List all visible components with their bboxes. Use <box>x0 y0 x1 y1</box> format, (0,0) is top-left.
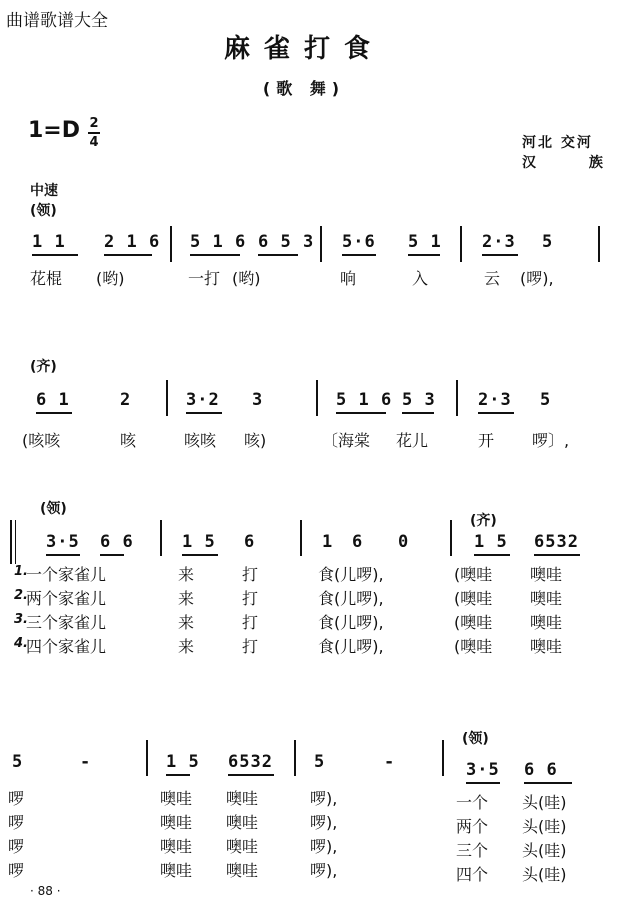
note-group: 1 5 <box>166 752 200 772</box>
time-signature-bottom: 4 <box>89 135 99 150</box>
lyric: 噢哇 <box>160 861 193 880</box>
beat-underline <box>36 412 72 414</box>
song-title: 麻雀打食 <box>223 34 384 64</box>
verse-number: 2. <box>14 588 28 603</box>
note-group: 6 6 <box>100 532 134 552</box>
lyric: (噢哇 <box>454 565 493 584</box>
note-group: 2·3 <box>478 390 512 410</box>
lyric: 噢哇 <box>226 789 259 808</box>
beat-underline <box>46 554 80 556</box>
note-group: 2 1 6 <box>104 232 161 252</box>
note-group: 6532 <box>228 752 273 772</box>
part-label-lead: (领) <box>40 501 67 517</box>
note-group: 5 1 6 <box>190 232 247 252</box>
note-group: 6 <box>244 532 256 552</box>
note-group: - <box>384 752 396 772</box>
note-group: 6 <box>352 532 364 552</box>
note-group: 6 5 3 <box>258 232 315 252</box>
note-group: 0 <box>398 532 410 552</box>
origin-region: 河北 交河 <box>522 135 593 151</box>
note-group: 5 1 <box>408 232 442 252</box>
note-group: 2·3 <box>482 232 516 252</box>
note-group: 5·6 <box>342 232 376 252</box>
lyric: 噢哇 <box>226 837 259 856</box>
barline <box>146 740 148 776</box>
lyric: 啰 <box>8 789 25 808</box>
barline <box>456 380 458 416</box>
note-group: - <box>80 752 92 772</box>
lyric: 食(儿啰), <box>318 589 384 608</box>
lyric: (噢哇 <box>454 637 493 656</box>
repeat-start-thin <box>15 520 16 564</box>
lyric: 来 <box>178 589 195 608</box>
beat-underline <box>228 774 274 776</box>
tempo-marking: 中速 <box>30 183 58 199</box>
lyric: 噢哇 <box>530 589 563 608</box>
lyric: 噢哇 <box>160 813 193 832</box>
beat-underline <box>408 254 440 256</box>
lyric: 入 <box>412 269 429 288</box>
note-group: 5 <box>542 232 554 252</box>
lyric: 食(儿啰), <box>318 613 384 632</box>
note-group: 6532 <box>534 532 579 552</box>
part-label-lead: (领) <box>462 731 489 747</box>
lyric: (哟) <box>96 269 125 288</box>
note-group: 1 5 <box>474 532 508 552</box>
lyric: 打 <box>242 589 259 608</box>
lyric: 〔海棠 <box>322 431 371 450</box>
lyric: 啰 <box>8 861 25 880</box>
lyric: (啰), <box>520 269 554 288</box>
lyric: 头(哇) <box>522 865 567 884</box>
lyric: (咳咳 <box>22 431 61 450</box>
beat-underline <box>186 412 222 414</box>
beat-underline <box>336 412 386 414</box>
lyric: 啰), <box>310 813 338 832</box>
lyric: 两个 <box>456 817 489 836</box>
note-group: 5 3 <box>402 390 436 410</box>
beat-underline <box>104 254 152 256</box>
lyric: 啰 <box>8 813 25 832</box>
lyric: 打 <box>242 565 259 584</box>
lyric: 花棍 <box>30 269 63 288</box>
lyric: 啰), <box>310 789 338 808</box>
beat-underline <box>466 782 500 784</box>
verse-number: 4. <box>14 636 28 651</box>
lyric: (噢哇 <box>454 589 493 608</box>
note-group: 3·5 <box>46 532 80 552</box>
lyric: 咳) <box>244 431 267 450</box>
lyric: 食(儿啰), <box>318 637 384 656</box>
lyric: 头(哇) <box>522 793 567 812</box>
lyric: 咳咳 <box>184 431 217 450</box>
beat-underline <box>166 774 190 776</box>
lyric: 头(哇) <box>522 817 567 836</box>
barline <box>460 226 462 262</box>
barline <box>166 380 168 416</box>
page-number: · 88 · <box>30 884 61 898</box>
song-subtitle: (歌 舞) <box>262 79 346 98</box>
beat-underline <box>474 554 510 556</box>
part-label-all: (齐) <box>470 513 497 529</box>
lyric: 噢哇 <box>160 837 193 856</box>
part-label-all: (齐) <box>30 359 57 375</box>
watermark: 曲谱歌谱大全 <box>6 11 108 31</box>
note-group: 1 1 <box>32 232 66 252</box>
beat-underline <box>182 554 218 556</box>
lyric: 噢哇 <box>530 613 563 632</box>
barline <box>160 520 162 556</box>
beat-underline <box>478 412 514 414</box>
part-label-lead: (领) <box>30 203 57 219</box>
lyric: 噢哇 <box>160 789 193 808</box>
beat-underline <box>100 554 124 556</box>
time-signature <box>88 116 100 150</box>
lyric: 啰 <box>8 837 25 856</box>
lyric: 啰〕, <box>532 431 570 450</box>
beat-underline <box>482 254 518 256</box>
note-group: 5 <box>12 752 24 772</box>
lyric: 打 <box>242 637 259 656</box>
origin-ethnicity: 汉 族 <box>522 155 627 171</box>
lyric: 噢哇 <box>530 565 563 584</box>
note-group: 5 <box>540 390 552 410</box>
barline <box>300 520 302 556</box>
lyric: 响 <box>340 269 357 288</box>
note-group: 3 <box>252 390 264 410</box>
barline <box>450 520 452 556</box>
verse-number: 3. <box>14 612 28 627</box>
lyric: 两个家雀儿 <box>26 589 107 608</box>
barline <box>316 380 318 416</box>
lyric: 噢哇 <box>226 861 259 880</box>
barline <box>598 226 600 262</box>
lyric: 三个家雀儿 <box>26 613 107 632</box>
lyric: 一个家雀儿 <box>26 565 107 584</box>
lyric: 一打 <box>188 269 221 288</box>
lyric: 食(儿啰), <box>318 565 384 584</box>
note-group: 5 <box>314 752 326 772</box>
lyric: 来 <box>178 637 195 656</box>
lyric: 头(哇) <box>522 841 567 860</box>
verse-number: 1. <box>14 564 28 579</box>
barline <box>320 226 322 262</box>
note-group: 6 6 <box>524 760 558 780</box>
beat-underline <box>258 254 298 256</box>
lyric: 啰), <box>310 837 338 856</box>
lyric: 四个 <box>456 865 489 884</box>
repeat-start-thick <box>10 520 12 564</box>
lyric: 三个 <box>456 841 489 860</box>
note-group: 2 <box>120 390 132 410</box>
lyric: 来 <box>178 565 195 584</box>
lyric: 啰), <box>310 861 338 880</box>
lyric: 一个 <box>456 793 489 812</box>
lyric: 云 <box>484 269 501 288</box>
lyric: 开 <box>478 431 495 450</box>
beat-underline <box>534 554 580 556</box>
lyric: 来 <box>178 613 195 632</box>
lyric: 噢哇 <box>226 813 259 832</box>
lyric: 花儿 <box>396 431 429 450</box>
note-group: 1 <box>322 532 334 552</box>
lyric: (哟) <box>232 269 261 288</box>
barline <box>170 226 172 262</box>
beat-underline <box>524 782 572 784</box>
note-group: 5 1 6 <box>336 390 393 410</box>
lyric: 噢哇 <box>530 637 563 656</box>
lyric: 咳 <box>120 431 137 450</box>
beat-underline <box>32 254 78 256</box>
lyric: (噢哇 <box>454 613 493 632</box>
beat-underline <box>402 412 434 414</box>
beat-underline <box>342 254 376 256</box>
note-group: 3·2 <box>186 390 220 410</box>
key-signature: 1=D <box>28 118 81 143</box>
lyric: 打 <box>242 613 259 632</box>
barline <box>294 740 296 776</box>
barline <box>442 740 444 776</box>
note-group: 3·5 <box>466 760 500 780</box>
beat-underline <box>190 254 240 256</box>
note-group: 6 1 <box>36 390 70 410</box>
note-group: 1 5 <box>182 532 216 552</box>
lyric: 四个家雀儿 <box>26 637 107 656</box>
time-signature-top: 2 <box>89 116 99 131</box>
time-signature-bar <box>88 132 100 134</box>
